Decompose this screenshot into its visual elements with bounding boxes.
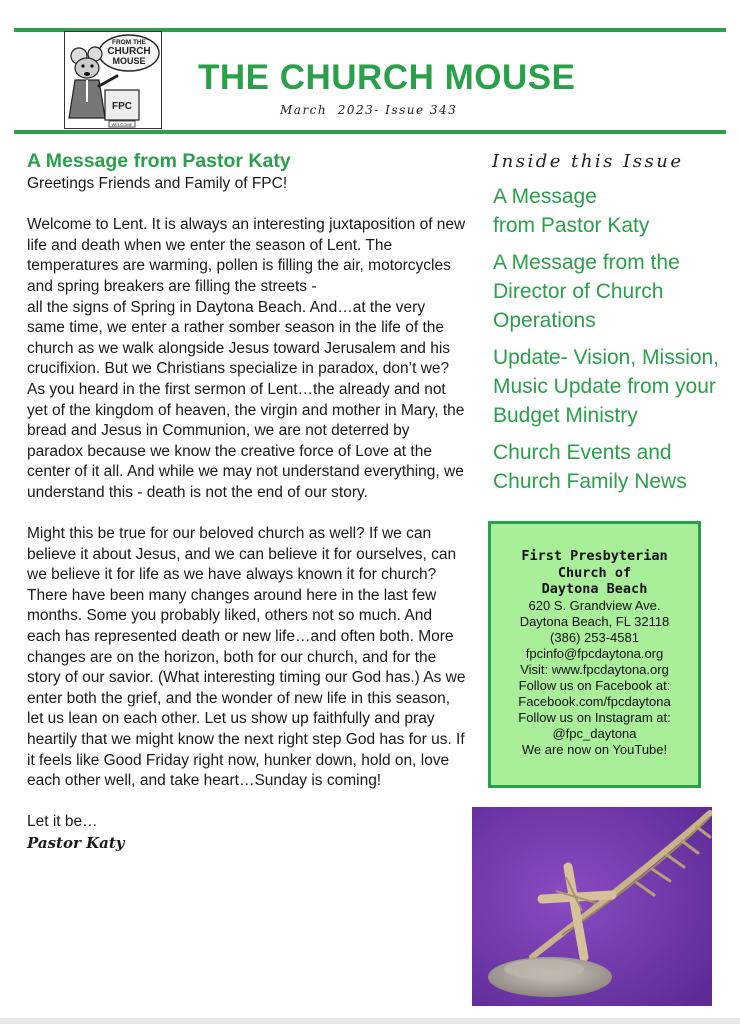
church-mouse-preacher-icon <box>65 32 161 128</box>
church-name-line: First Presbyterian <box>521 548 668 564</box>
article-paragraph: all the signs of Spring in Daytona Beach. And…at the very same time, we enter a rather somber season in the life of the church as we walk alongside Jesus toward Jerusalem and his crucifixion. But we Christians specialize in paradox, don’t we? As you heard in the first sermon of Lent…the already and not yet of the kingdom of heaven, the virgin and mother in Mary, the bread and Jesus in Communion, we are not deterred by paradox because we know the creative force of Love at the center of it all. And while we may not understand everything, we understand this - death is not the end of our story. <box>27 298 465 501</box>
contact-box <box>488 521 701 788</box>
instagram-handle[interactable]: @fpc_daytona <box>552 725 637 741</box>
toc-title: Inside this Issue <box>492 151 684 172</box>
article-greeting: Greetings Friends and Family of FPC! <box>27 175 288 192</box>
church-phone[interactable]: (386) 253-4581 <box>550 629 639 645</box>
church-name-line: Daytona Beach <box>541 581 648 597</box>
church-city: Daytona Beach, FL 32118 <box>519 613 670 629</box>
facebook-link[interactable]: Facebook.com/fpcdaytona <box>518 693 671 709</box>
svg-text:FROM THE: FROM THE <box>112 39 146 46</box>
page-bottom-bar <box>0 1018 740 1024</box>
church-name-line: Church of <box>557 564 632 581</box>
palm-cross-and-ashes-image <box>472 807 712 1006</box>
article-paragraph: Might this be true for our beloved church as well? If we can believe it about Jesus, and we can believe it for ourselves, can we believe it for life as we have always known it for church? There have been many changes around here in the last few months. Some you probably liked, others not so much. And each has represented death or new life…and often both. More changes are on the horizon, both for our church, and for the story of our savior. (What interesting timing our God has.) As we enter both the grief, and the wonder of new life in this season, let us lean on each other. Let us show up faithfully and pray heartily that we might know the next right step God has for us. If it feels like Good Friday right now, hunker down, hold on, love each other well, and take heart…Sunday is coming! <box>27 525 466 790</box>
church-mouse-logo <box>64 31 162 129</box>
church-website[interactable]: Visit: www.fpcdaytona.org <box>520 661 669 677</box>
toc-item-director-message[interactable]: A Message from the Director of Church Operations <box>493 251 680 332</box>
article-title: A Message from Pastor Katy <box>27 150 291 172</box>
article-closing: Let it be… <box>27 813 98 831</box>
toc-item-pastor-message[interactable]: A Message from Pastor Katy <box>493 185 650 237</box>
facebook-label: Follow us on Facebook at: <box>518 677 671 693</box>
svg-text:CHURCH: CHURCH <box>107 46 151 57</box>
svg-text:FPC: FPC <box>112 101 132 112</box>
instagram-label: Follow us on Instagram at: <box>518 709 671 725</box>
youtube-note: We are now on YouTube! <box>521 741 668 757</box>
masthead-rule <box>14 130 726 134</box>
article-paragraph: Welcome to Lent. It is always an interesting juxtaposition of new life and death when we enter the season of Lent. The temperatures are warming, pollen is filling the air, motorcycles and spring breakers are filling the streets - <box>27 216 466 295</box>
toc-item-church-events[interactable]: Church Events and Church Family News <box>493 441 687 493</box>
article-body <box>27 174 467 854</box>
toc-item-vision-budget-update[interactable]: Update- Vision, Mission, Music Update from your Budget Ministry <box>493 346 720 427</box>
pastor-signature: Pastor Katy <box>27 834 125 852</box>
church-address: 620 S. Grandview Ave. <box>528 597 661 613</box>
table-of-contents <box>493 182 733 496</box>
church-email[interactable]: fpcinfo@fpcdaytona.org <box>525 645 664 661</box>
issue-line: March 2023- Issue 343 <box>280 103 458 117</box>
svg-text:MOUSE: MOUSE <box>112 56 146 66</box>
svg-text:WELCOME: WELCOME <box>111 122 133 127</box>
newsletter-title: THE CHURCH MOUSE <box>198 58 576 97</box>
